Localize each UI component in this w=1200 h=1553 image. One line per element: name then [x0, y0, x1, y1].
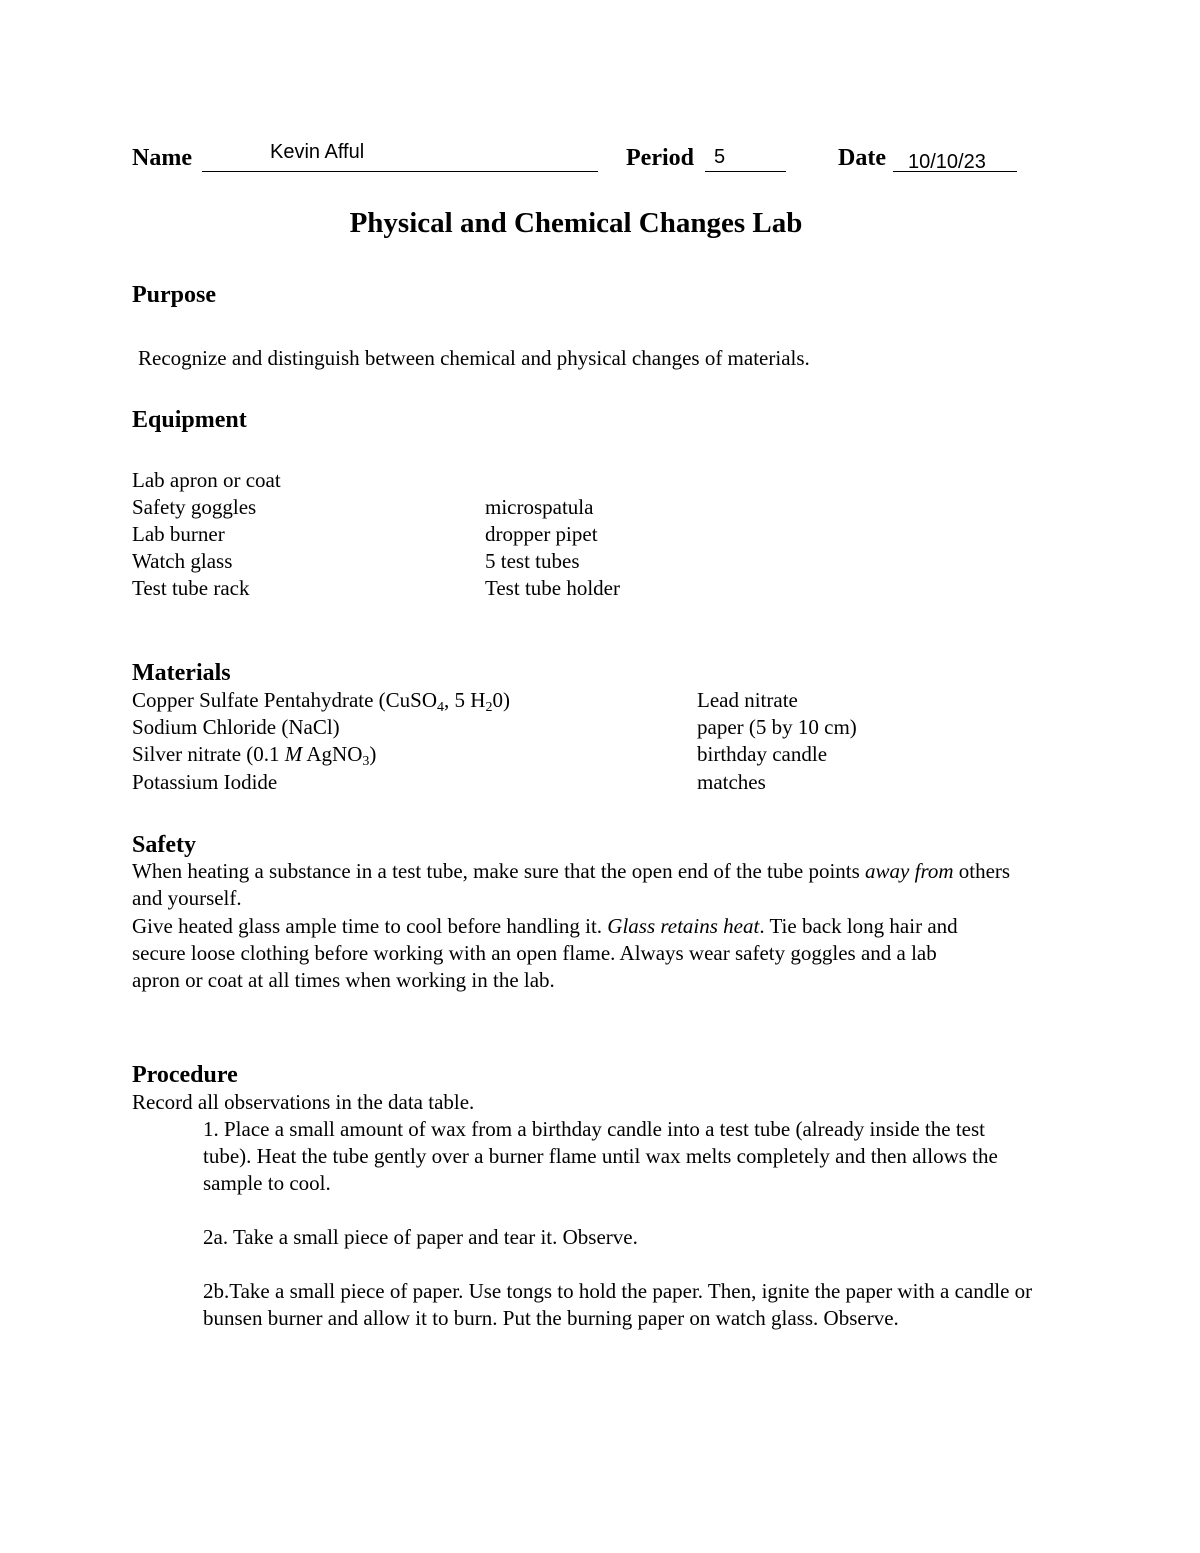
equipment-heading: Equipment	[132, 407, 247, 433]
period-underline	[705, 171, 786, 172]
material-item: Sodium Chloride (NaCl)	[132, 715, 340, 739]
name-underline	[202, 171, 598, 172]
equipment-item: Lab apron or coat	[132, 468, 281, 492]
purpose-text: Recognize and distinguish between chemical and physical changes of materials.	[138, 346, 810, 370]
procedure-step: 1. Place a small amount of wax from a birthday candle into a test tube (already inside the test tube). Heat the tube gently over a burner flame until wax melts completely and then allows the sample to cool.	[203, 1117, 998, 1195]
date-field[interactable]: 10/10/23	[908, 151, 986, 173]
procedure-intro: Record all observations in the data table.	[132, 1090, 475, 1114]
page-title: Physical and Chemical Changes Lab	[349, 207, 803, 239]
purpose-heading: Purpose	[132, 282, 216, 308]
equipment-item: microspatula	[485, 495, 594, 519]
equipment-item: dropper pipet	[485, 522, 598, 546]
materials-heading: Materials	[132, 660, 231, 686]
equipment-item: Lab burner	[132, 522, 225, 546]
material-item: paper (5 by 10 cm)	[697, 715, 857, 739]
safety-heading: Safety	[132, 832, 196, 858]
equipment-item: Safety goggles	[132, 495, 257, 519]
period-field[interactable]: 5	[714, 146, 726, 168]
material-item: Silver nitrate (0.1 M AgNO$_3$)	[132, 742, 377, 769]
material-item: Lead nitrate	[697, 688, 798, 712]
material-item: matches	[697, 770, 766, 794]
equipment-item: 5 test tubes	[485, 549, 580, 573]
material-item: Potassium Iodide	[132, 770, 278, 794]
procedure-step: 2a. Take a small piece of paper and tear it. Observe.	[203, 1225, 638, 1249]
period-label: Period	[626, 145, 694, 171]
date-label: Date	[838, 145, 886, 171]
name-label: Name	[132, 145, 192, 171]
equipment-item: Watch glass	[132, 549, 233, 573]
name-field[interactable]: Kevin Afful	[270, 141, 365, 163]
equipment-item: Test tube holder	[485, 576, 620, 600]
material-item: Copper Sulfate Pentahydrate (CuSO$_4$, 5 $H_20$)	[132, 688, 510, 715]
safety-paragraph: When heating a substance in a test tube, make sure that the open end of the tube points away from others and yourself.	[132, 859, 1011, 910]
material-item: birthday candle	[697, 742, 828, 766]
procedure-heading: Procedure	[132, 1062, 238, 1088]
procedure-step: 2b.Take a small piece of paper. Use tongs to hold the paper. Then, ignite the paper with a candle or bunsen burner and allow it to burn. Put the burning paper on watch glass. Observe.	[203, 1279, 1033, 1330]
safety-paragraph: Give heated glass ample time to cool before handling it. Glass retains heat. Tie back long hair and secure loose clothing before working with an open flame. Always wear safety goggles and a lab apron or coat at all times when working in the lab.	[132, 914, 958, 992]
equipment-item: Test tube rack	[132, 576, 250, 600]
